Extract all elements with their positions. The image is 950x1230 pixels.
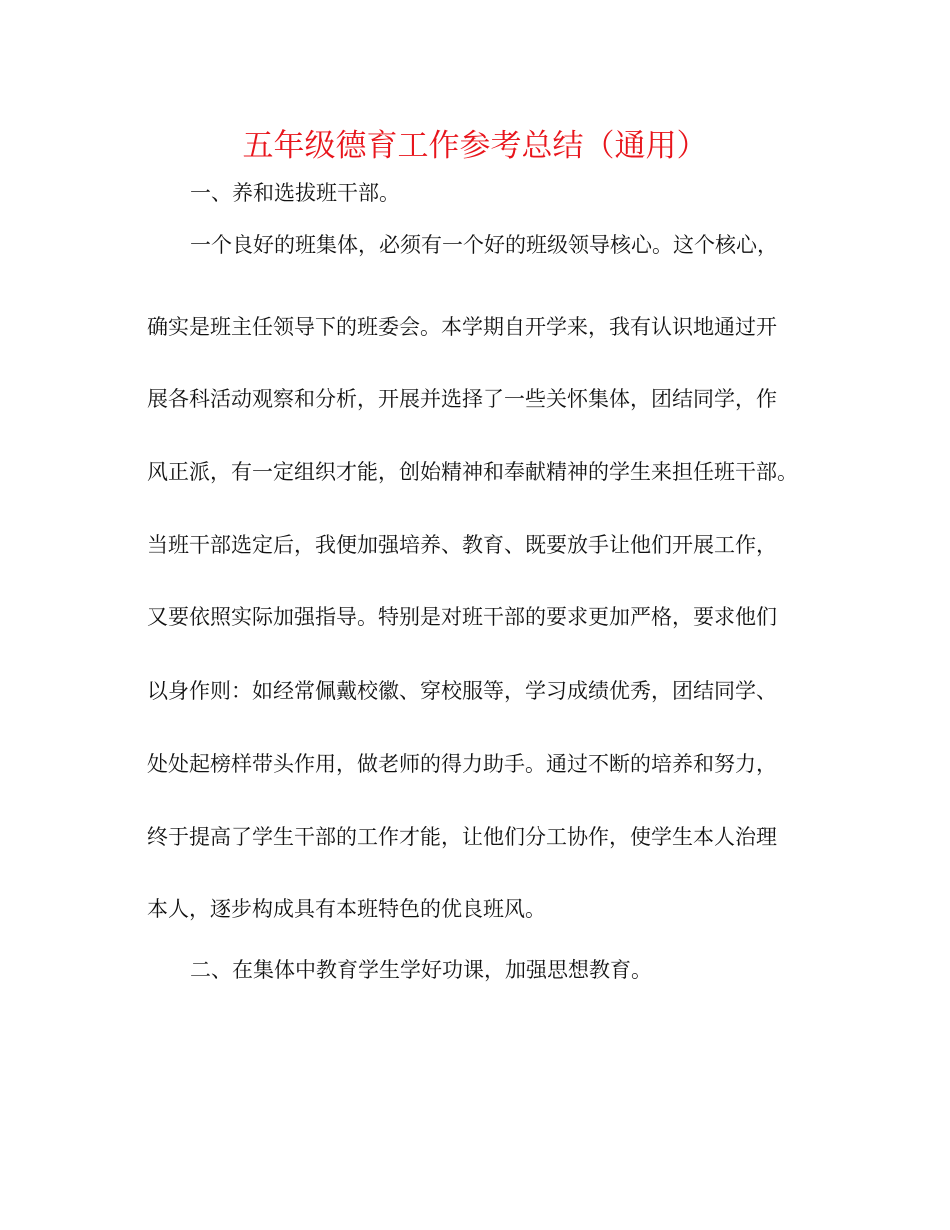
paragraph-line: 又要依照实际加强指导。特别是对班干部的要求更加严格，要求他们 — [147, 605, 777, 629]
paragraph-line: 当班干部选定后，我便加强培养、教育、既要放手让他们开展工作， — [147, 533, 777, 557]
paragraph-line: 展各科活动观察和分析，开展并选择了一些关怀集体，团结同学，作 — [147, 387, 777, 411]
document-title: 五年级德育工作参考总结（通用） — [242, 128, 708, 164]
paragraph-line: 以身作则：如经常佩戴校徽、穿校服等，学习成绩优秀，团结同学、 — [147, 679, 777, 703]
paragraph-line: 一个良好的班集体，必须有一个好的班级领导核心。这个核心， — [190, 233, 778, 257]
section-2-heading: 二、在集体中教育学生学好功课，加强思想教育。 — [190, 958, 652, 982]
paragraph-line: 风正派，有一定组织才能，创始精神和奉献精神的学生来担任班干部。 — [147, 460, 798, 484]
section-1-heading: 一、养和选拔班干部。 — [190, 181, 400, 205]
paragraph-line: 本人，逐步构成具有本班特色的优良班风。 — [147, 897, 546, 921]
paragraph-line: 确实是班主任领导下的班委会。本学期自开学来，我有认识地通过开 — [147, 315, 777, 339]
paragraph-line: 终于提高了学生干部的工作才能，让他们分工协作，使学生本人治理 — [147, 825, 777, 849]
paragraph-line: 处处起榜样带头作用，做老师的得力助手。通过不断的培养和努力， — [147, 752, 777, 776]
